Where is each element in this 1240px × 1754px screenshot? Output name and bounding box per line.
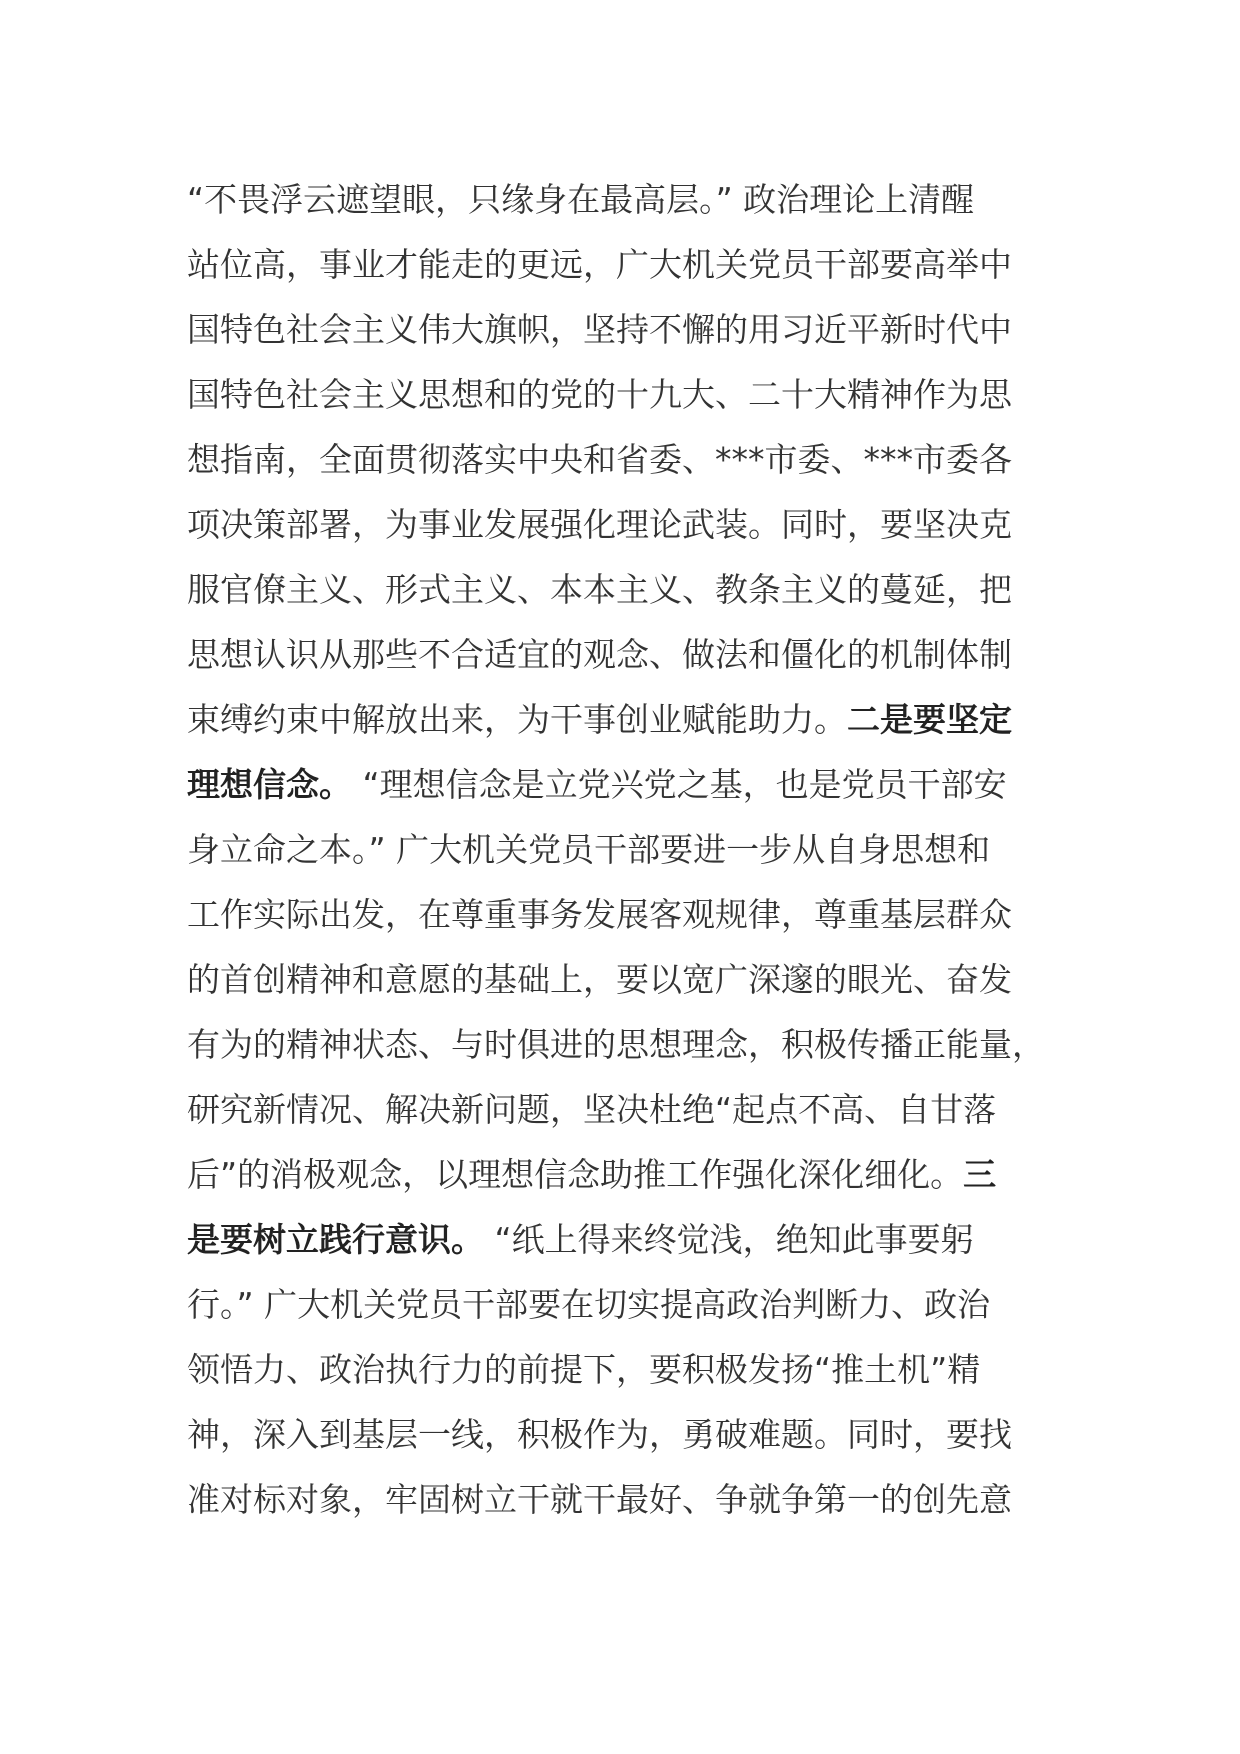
text-line (187, 232, 1067, 297)
text-line (187, 1337, 1067, 1402)
text-line (187, 557, 1067, 622)
paragraph-text: 后”的消极观念，以理想信念助推工作强化深化细化。 (187, 1155, 964, 1194)
bold-heading-text: 三 (963, 1155, 997, 1194)
paragraph-text: 想指南，全面贯彻落实中央和省委、***市委、***市委各 (187, 440, 1012, 479)
text-line (187, 1077, 1067, 1142)
text-line (187, 1272, 1067, 1337)
text-line (187, 1142, 1067, 1207)
paragraph-text: 有为的精神状态、与时俱进的思想理念，积极传播正能量， (187, 1025, 1045, 1064)
paragraph-text: 神，深入到基层一线，积极作为，勇破难题。同时，要找 (187, 1415, 1012, 1454)
paragraph-text: 行。” 广大机关党员干部要在切实提高政治判断力、政治 (187, 1285, 991, 1324)
paragraph-text: 服官僚主义、形式主义、本本主义、教条主义的蔓延，把 (187, 570, 1012, 609)
bold-heading-text: 理想信念。 (187, 765, 352, 804)
paragraph-text: 思想认识从那些不合适宜的观念、做法和僵化的机制体制 (187, 635, 1012, 674)
text-line (187, 622, 1067, 687)
text-line (187, 1207, 1067, 1272)
text-line (187, 167, 1067, 232)
text-line (187, 492, 1067, 557)
paragraph-text: 国特色社会主义伟大旗帜，坚持不懈的用习近平新时代中 (187, 310, 1012, 349)
text-line (187, 947, 1067, 1012)
paragraph-text: “不畏浮云遮望眼，只缘身在最高层。” 政治理论上清醒 (187, 180, 975, 219)
paragraph-text: “纸上得来终觉浅，绝知此事要躬 (484, 1220, 974, 1259)
body-text (187, 167, 1067, 1532)
paragraph-text: 站位高，事业才能走的更远，广大机关党员干部要高举中 (187, 245, 1012, 284)
text-line (187, 297, 1067, 362)
text-line (187, 687, 1067, 752)
text-line (187, 1467, 1067, 1532)
paragraph-text: 的首创精神和意愿的基础上，要以宽广深邃的眼光、奋发 (187, 960, 1012, 999)
text-line (187, 752, 1067, 817)
text-line (187, 362, 1067, 427)
paragraph-text: 项决策部署，为事业发展强化理论武装。同时，要坚决克 (187, 505, 1012, 544)
text-line (187, 427, 1067, 492)
text-line (187, 1402, 1067, 1467)
bold-heading-text: 二是要坚定 (847, 700, 1012, 739)
paragraph-text: 国特色社会主义思想和的党的十九大、二十大精神作为思 (187, 375, 1012, 414)
text-line (187, 817, 1067, 882)
paragraph-text: 束缚约束中解放出来，为干事创业赋能助力。 (187, 700, 847, 739)
paragraph-text: 身立命之本。” 广大机关党员干部要进一步从自身思想和 (187, 830, 991, 869)
bold-heading-text: 是要树立践行意识。 (187, 1220, 484, 1259)
paragraph-text: “理想信念是立党兴党之基，也是党员干部安 (352, 765, 1007, 804)
paragraph-text: 领悟力、政治执行力的前提下，要积极发扬“推土机”精 (187, 1350, 981, 1389)
paragraph-text: 研究新情况、解决新问题，坚决杜绝“起点不高、自甘落 (187, 1090, 997, 1129)
text-line (187, 1012, 1067, 1077)
text-line (187, 882, 1067, 947)
paragraph-text: 准对标对象，牢固树立干就干最好、争就争第一的创先意 (187, 1480, 1012, 1519)
paragraph-text: 工作实际出发，在尊重事务发展客观规律，尊重基层群众 (187, 895, 1012, 934)
